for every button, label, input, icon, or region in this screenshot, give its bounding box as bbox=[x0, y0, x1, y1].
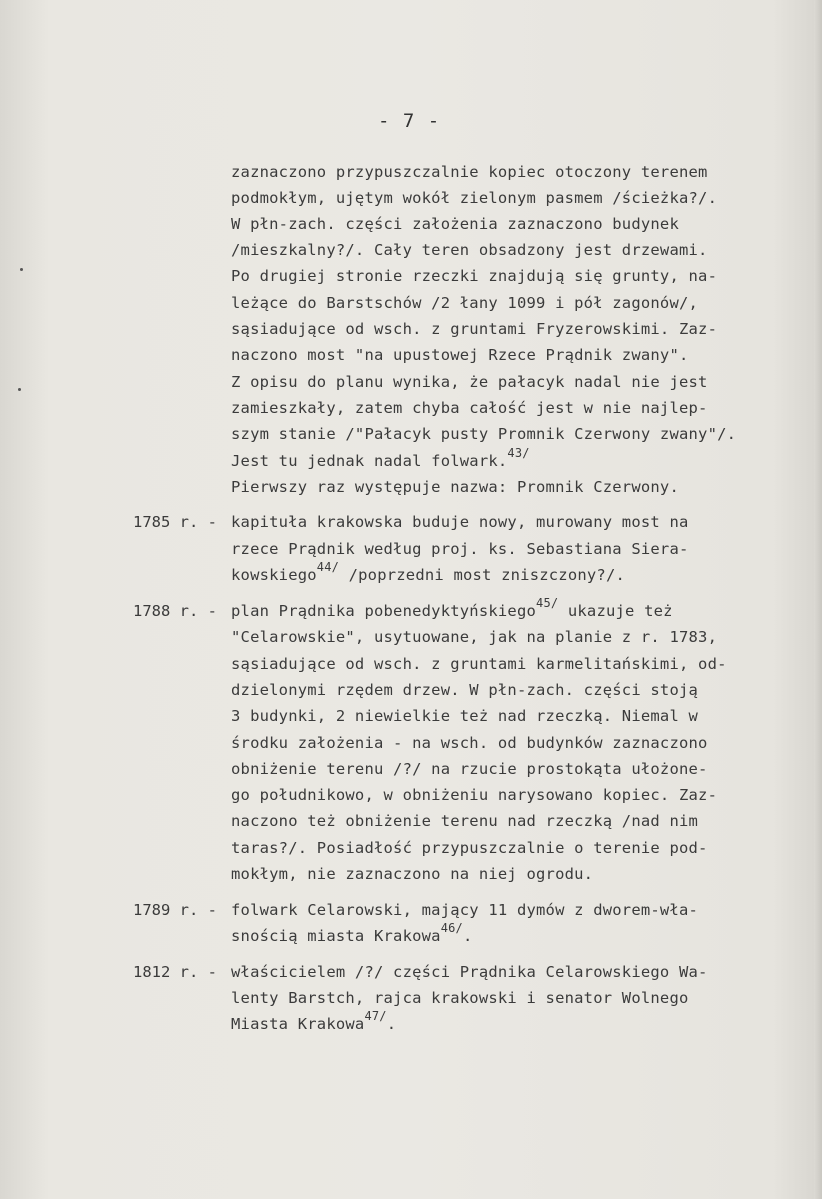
text-line-tail: ukazuje też bbox=[558, 602, 673, 620]
text-line: Pierwszy raz występuje nazwa: Promnik Czerwony. bbox=[231, 478, 679, 496]
text-line: sąsiadujące od wsch. z gruntami Fryzerowskimi. Zaz- bbox=[231, 320, 718, 338]
text-line: go południkowo, w obniżeniu narysowano kopiec. Zaz- bbox=[231, 786, 718, 804]
entry-date: 1789 r. - bbox=[133, 901, 217, 919]
text-line: podmokłym, ujętym wokół zielonym pasmem /ścieżka?/. bbox=[231, 189, 718, 207]
footnote-ref: 45/ bbox=[536, 596, 559, 610]
page-edge bbox=[814, 0, 822, 1199]
text-line: /mieszkalny?/. Cały teren obsadzony jest drzewami. bbox=[231, 241, 708, 259]
text-line-tail: . bbox=[462, 927, 473, 945]
text-line: 3 budynki, 2 niewielkie też nad rzeczką. Niemal w bbox=[231, 707, 699, 725]
footnote-ref: 47/ bbox=[364, 1009, 387, 1023]
text-line: naczono most "na upustowej Rzece Prądnik zwany". bbox=[231, 346, 689, 364]
text-line: zaznaczono przypuszczalnie kopiec otoczony terenem bbox=[231, 163, 708, 181]
footnote-ref: 46/ bbox=[440, 921, 463, 935]
text-line bbox=[231, 1009, 397, 1033]
text-line: szym stanie /"Pałacyk pusty Promnik Czerwony zwany"/. bbox=[231, 425, 737, 443]
text-line: leżące do Barstschów /2 łany 1099 i pół zagonów/, bbox=[231, 294, 699, 312]
text-line: sąsiadujące od wsch. z gruntami karmelitańskimi, od- bbox=[231, 655, 727, 673]
footnote-ref: 43/ bbox=[507, 446, 530, 460]
page-number: - 7 - bbox=[378, 110, 441, 132]
text-line: dzielonymi rzędem drzew. W płn-zach. części stoją bbox=[231, 681, 699, 699]
text-line bbox=[231, 596, 673, 620]
text-line: lenty Barstch, rajca krakowski i senator Wolnego bbox=[231, 989, 689, 1007]
paper-speck bbox=[20, 268, 23, 271]
text-line: W płn-zach. części założenia zaznaczono budynek bbox=[231, 215, 679, 233]
text-line: Po drugiej stronie rzeczki znajdują się grunty, na- bbox=[231, 267, 718, 285]
text-line: zamieszkały, zatem chyba całość jest w nie najlep- bbox=[231, 399, 708, 417]
text-line: naczono też obniżenie terenu nad rzeczką /nad nim bbox=[231, 812, 699, 830]
entry-date: 1785 r. - bbox=[133, 513, 217, 531]
text-line: obniżenie terenu /?/ na rzucie prostokąta ułożone- bbox=[231, 760, 708, 778]
footnote-ref: 44/ bbox=[316, 560, 340, 574]
text-line: właścicielem /?/ części Prądnika Celarowskiego Wa- bbox=[231, 963, 708, 981]
text-line bbox=[231, 446, 530, 470]
text-line bbox=[231, 921, 473, 945]
text-line-body: snością miasta Krakowa bbox=[231, 927, 441, 945]
paper-speck bbox=[18, 388, 21, 391]
entry-date: 1788 r. - bbox=[133, 602, 217, 620]
text-line-body: plan Prądnika pobenedyktyńskiego bbox=[231, 602, 537, 620]
text-line-body: Miasta Krakowa bbox=[231, 1015, 365, 1033]
text-line: mokłym, nie zaznaczono na niej ogrodu. bbox=[231, 865, 594, 883]
entry-date: 1812 r. - bbox=[133, 963, 217, 981]
text-line-tail: /poprzedni most zniszczony?/. bbox=[339, 566, 626, 584]
text-line: taras?/. Posiadłość przypuszczalnie o terenie pod- bbox=[231, 839, 708, 857]
text-line: folwark Celarowski, mający 11 dymów z dworem-wła- bbox=[231, 901, 699, 919]
text-line-body: kowskiego bbox=[231, 566, 317, 584]
text-line-body: Jest tu jednak nadal folwark. bbox=[231, 452, 508, 470]
text-line: Z opisu do planu wynika, że pałacyk nadal nie jest bbox=[231, 373, 708, 391]
text-line: kapituła krakowska buduje nowy, murowany most na bbox=[231, 513, 689, 531]
text-line-tail: . bbox=[386, 1015, 397, 1033]
text-line bbox=[231, 560, 626, 584]
text-line: środku założenia - na wsch. od budynków zaznaczono bbox=[231, 734, 708, 752]
text-line: "Celarowskie", usytuowane, jak na planie z r. 1783, bbox=[231, 628, 718, 646]
text-line: rzece Prądnik według proj. ks. Sebastiana Siera- bbox=[231, 540, 689, 558]
